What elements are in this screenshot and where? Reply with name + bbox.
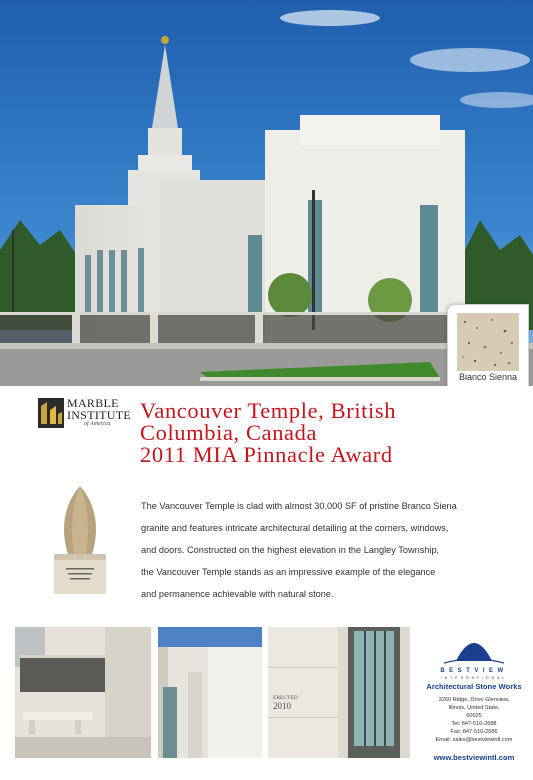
website-link[interactable]: www.bestviewintl.com <box>433 753 515 762</box>
hero-photo <box>0 0 533 386</box>
description <box>141 495 511 605</box>
title-line: 2011 MIA Pinnacle Award <box>140 442 393 467</box>
company-tagline: Architectural Stone Works <box>426 682 522 691</box>
granite-swatch <box>457 313 519 371</box>
mia-logo <box>38 386 132 444</box>
title-line: Vancouver Temple, British <box>140 398 397 423</box>
email-link[interactable]: Email: sales@bestviewintl.com <box>435 737 513 743</box>
description-line: and doors. Constructed on the highest elevation in the Langley Township, <box>141 545 440 555</box>
mia-logo-line3: of America <box>84 421 111 427</box>
swatch-card <box>447 304 529 386</box>
bestview-logo-icon <box>424 627 524 667</box>
description-line: The Vancouver Temple is clad with almost 30,000 SF of pristine Branco Siena <box>141 501 457 511</box>
company-intl: INTERNATIONAL <box>440 676 508 680</box>
mia-logo-line1: MARBLE <box>67 396 119 410</box>
company-address <box>424 696 524 744</box>
address-line: 2260 Ridge, Drive Glenview, <box>438 697 510 703</box>
erected-year: 2010 <box>273 701 291 711</box>
swatch-label: Bianco Sienna <box>458 372 518 382</box>
description-line: granite and features intricate architectural detailing at the corners, windows, <box>141 523 449 533</box>
company-name: BESTVIEW <box>440 668 508 674</box>
page-title <box>140 400 396 466</box>
award-trophy-image <box>48 484 112 600</box>
detail-photo-window <box>268 627 410 758</box>
detail-photo-entrance <box>15 627 151 758</box>
address-line: 60025 <box>466 713 482 719</box>
title-line: Columbia, Canada <box>140 420 318 445</box>
phone-line: Tel: 847-510-2688 <box>451 721 497 727</box>
company-info <box>424 627 524 767</box>
description-line: the Vancouver Temple stands as an impressive example of the elegance <box>141 567 436 577</box>
fax-line: Fax: 847-510-2686 <box>450 729 498 735</box>
mia-logo-line2: INSTITUTE <box>67 408 132 422</box>
address-line: Illinois, United State. <box>448 705 500 711</box>
detail-photo-corner <box>158 627 262 758</box>
mia-logo-icon <box>38 398 64 428</box>
erected-label: ERECTED <box>273 695 298 701</box>
description-line: and permanence achievable with natural stone. <box>141 589 334 599</box>
